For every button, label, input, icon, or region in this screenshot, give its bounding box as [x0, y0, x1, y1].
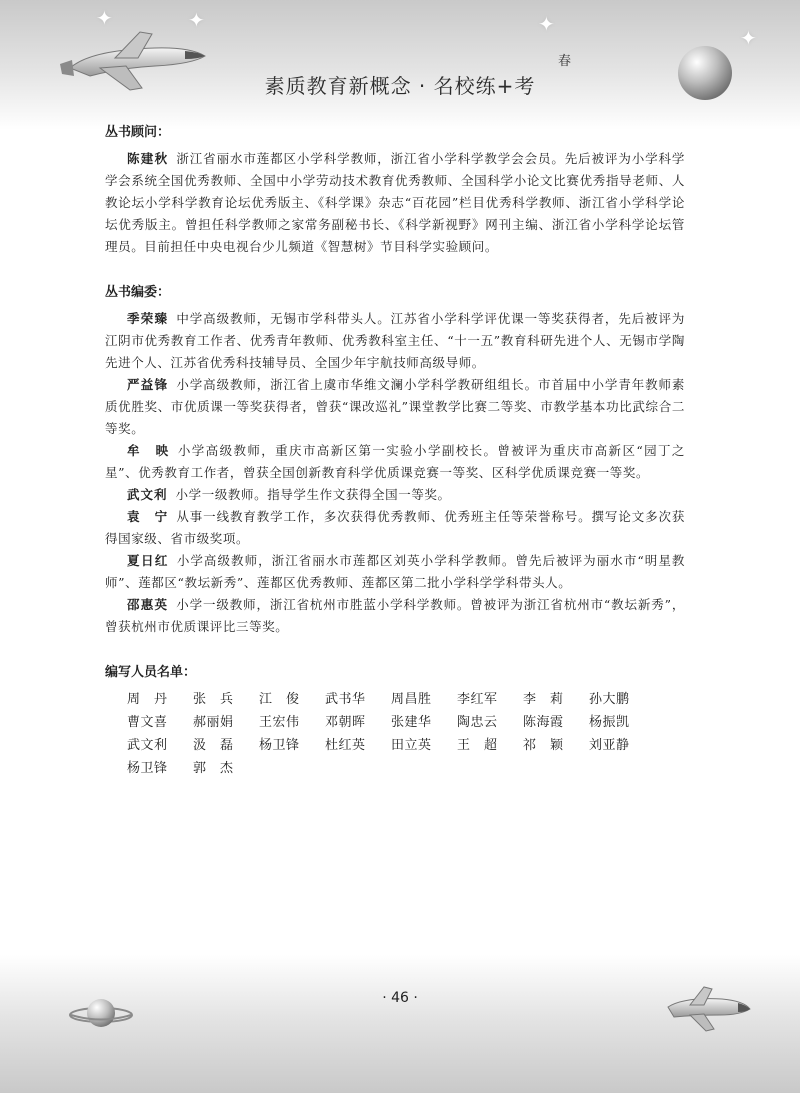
person-name: 陈建秋: [127, 151, 169, 166]
editor-entry: [105, 550, 685, 594]
person-bio: 小学高级教师，浙江省上虞市华维文澜小学科学教研组组长。市首届中小学青年教师素质优胜奖、市优质课一等奖获得者，曾获“课改巡礼”课堂教学比赛二等奖、市教学基本功比武综合二等奖。: [105, 377, 685, 436]
writer-name: 张建华: [391, 715, 432, 730]
editor-entry: [105, 374, 685, 440]
writer-name: 江 俊: [259, 692, 300, 707]
page-number: · 46 ·: [382, 990, 418, 1006]
header-title: 素质教育新概念 · 名校练+考: [264, 74, 536, 98]
person-bio: 浙江省丽水市莲都区小学科学教师，浙江省小学科学教学会会员。先后被评为小学科学学会系统全国优秀教师、全国中小学劳动技术教育优秀教师、全国科学小论文比赛优秀指导老师、人教论坛小学科学教育论坛优秀版主、《科学课》杂志“百花园”栏目优秀科学教师、浙江省小学科学论坛优秀版主。曾担任科学教师之家常务副秘书长、《科学新视野》网刊主编、浙江省小学科学论坛管理员。目前担任中央电视台少儿频道《智慧树》节目科学实验顾问。: [105, 151, 685, 254]
advisor-entry: [105, 148, 685, 258]
writer-name: 祁 颖: [523, 738, 564, 753]
writer-name: 张 兵: [193, 692, 234, 707]
person-name: 袁 宁: [127, 509, 169, 524]
writer-name: 武书华: [325, 692, 366, 707]
editor-entry: [105, 308, 685, 374]
editor-entry: [105, 440, 685, 484]
person-name: 季荣臻: [127, 311, 169, 326]
writer-name: 郭 杰: [193, 761, 234, 776]
person-bio: 小学高级教师，重庆市高新区第一实验小学副校长。曾被评为重庆市高新区“园丁之星”、优秀教育工作者，曾获全国创新教育科学优质课竞赛一等奖、区科学优质课竞赛一等奖。: [105, 443, 685, 480]
star-icon: ✦: [96, 6, 113, 30]
writer-name: 王宏伟: [259, 715, 300, 730]
person-bio: 小学一级教师。指导学生作文获得全国一等奖。: [175, 487, 451, 502]
person-name: 邵惠英: [127, 597, 169, 612]
writer-name: 刘亚静: [589, 738, 630, 753]
editor-entry: [105, 594, 685, 638]
person-bio: 小学一级教师，浙江省杭州市胜蓝小学科学教师。曾被评为浙江省杭州市“教坛新秀”，曾获杭州市优质课评比三等奖。: [105, 597, 685, 634]
writer-name: 杨卫锋: [259, 738, 300, 753]
writer-name: 陶忠云: [457, 715, 498, 730]
writer-name: 周 丹: [127, 692, 168, 707]
writer-name: 孙大鹏: [589, 692, 630, 707]
person-bio: 小学高级教师，浙江省丽水市莲都区刘英小学科学教师。曾先后被评为丽水市“明星教师”、莲都区“教坛新秀”、莲都区优秀教师、莲都区第二批小学科学学科带头人。: [105, 553, 685, 590]
writer-name: 王 超: [457, 738, 498, 753]
person-name: 武文利: [127, 487, 168, 502]
season-label: 春: [558, 54, 572, 69]
writer-name: 郝丽娟: [193, 715, 234, 730]
editor-entry: [105, 506, 685, 550]
person-name: 牟 映: [127, 443, 170, 458]
person-name: 严益锋: [127, 377, 169, 392]
writer-name: 陈海霞: [523, 715, 564, 730]
writer-name: 李 莉: [523, 692, 564, 707]
writer-name: 周昌胜: [391, 692, 432, 707]
star-icon: ✦: [188, 8, 205, 32]
star-icon: ✦: [740, 26, 757, 50]
person-bio: 中学高级教师，无锡市学科带头人。江苏省小学科学评优课一等奖获得者，先后被评为江阴市优秀教育工作者、优秀青年教师、优秀教科室主任、“十一五”教育科研先进个人、无锡市学陶先进个人、江苏省优秀科技辅导员、全国少年宇航技师高级导师。: [105, 311, 685, 370]
writer-name: 李红军: [457, 692, 498, 707]
writer-name: 杜红英: [325, 738, 366, 753]
writer-name: 田立英: [391, 738, 432, 753]
writer-name: 曹文喜: [127, 715, 168, 730]
person-bio: 从事一线教育教学工作，多次获得优秀教师、优秀班主任等荣誉称号。撰写论文多次获得国家级、省市级奖项。: [105, 509, 685, 546]
writer-name: 武文利: [127, 738, 168, 753]
section-title-writers: 编写人员名单：: [105, 665, 197, 680]
editor-entry: [105, 484, 685, 506]
content: [105, 122, 685, 780]
person-name: 夏日红: [127, 553, 169, 568]
star-icon: ✦: [538, 12, 555, 36]
section-title-advisor: 丛书顾问：: [105, 125, 171, 140]
writer-name: 杨振凯: [589, 715, 630, 730]
section-title-editors: 丛书编委：: [105, 285, 171, 300]
writers-name-grid: [105, 688, 685, 780]
writer-name: 杨卫锋: [127, 761, 168, 776]
writer-name: 邓朝晖: [325, 715, 366, 730]
writer-name: 汲 磊: [193, 738, 234, 753]
